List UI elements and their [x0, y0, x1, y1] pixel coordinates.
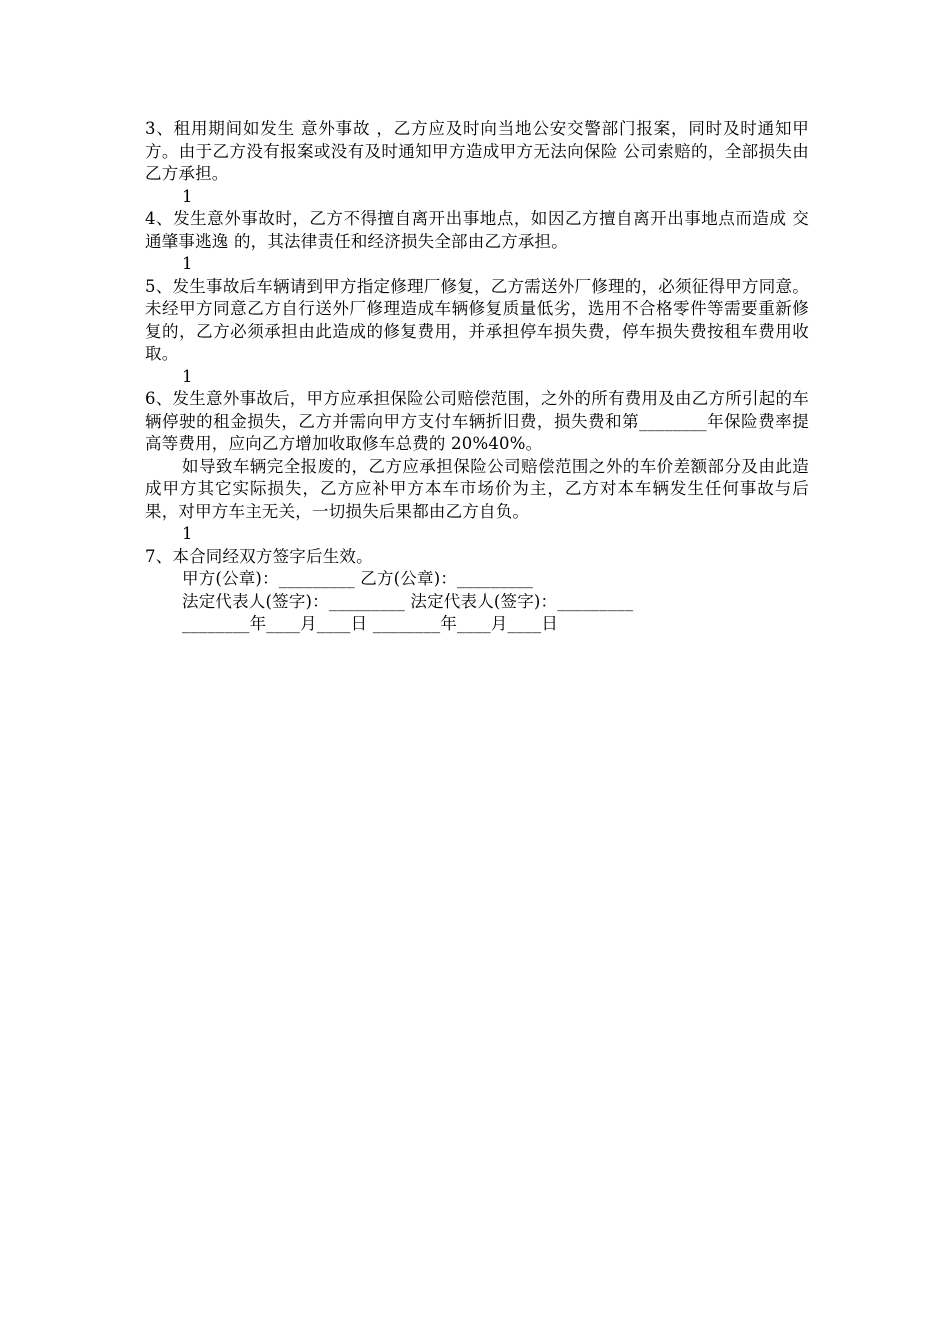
signature-parties: 甲方(公章)：_________ 乙方(公章)：_________ — [182, 569, 534, 588]
signature-dates: ________年____月____日 ________年____月____日 — [182, 614, 559, 633]
clause-4: 4、发生意外事故时，乙方不得擅自离开出事地点，如因乙方擅自离开出事地点而造成 交通肇事逃逸 的，其法律责任和经济损失全部由乙方承担。 — [145, 209, 809, 251]
clause-3: 3、租用期间如发生 意外事故 ，乙方应及时向当地公安交警部门报案，同时及时通知甲方。由于乙方没有报案或没有及时通知甲方造成甲方无法向保险 公司索赔的，全部损失由乙方承担。 — [145, 119, 809, 183]
footnote-mark: 1 — [182, 254, 193, 273]
clause-6-continuation: 如导致车辆完全报废的，乙方应承担保险公司赔偿范围之外的车价差额部分及由此造成甲方其它实际损失，乙方应补甲方本车市场价为主，乙方对本车辆发生任何事故与后果，对甲方车主无关，一切损失后果都由乙方自负。 — [145, 456, 809, 521]
clause-6: 6、发生意外事故后，甲方应承担保险公司赔偿范围，之外的所有费用及由乙方所引起的车辆停驶的租金损失，乙方并需向甲方支付车辆折旧费，损失费和第________年保险费率提高等费用，应向乙方增加收取修车总费的 20%40%。 — [145, 389, 809, 453]
clause-5: 5、发生事故后车辆请到甲方指定修理厂修复，乙方需送外厂修理的，必须征得甲方同意。未经甲方同意乙方自行送外厂修理造成车辆修复质量低劣，选用不合格零件等需要重新修复的，乙方必须承担由此造成的修复费用，并承担停车损失费，停车损失费按租车费用收取。 — [145, 276, 809, 363]
contract-body — [145, 118, 809, 636]
signature-representatives: 法定代表人(签字)：_________ 法定代表人(签字)：_________ — [182, 591, 634, 611]
footnote-mark: 1 — [182, 186, 193, 206]
footnote-mark: 1 — [182, 524, 193, 543]
footnote-mark: 1 — [182, 366, 193, 386]
clause-7: 7、本合同经双方签字后生效。 — [145, 546, 373, 566]
